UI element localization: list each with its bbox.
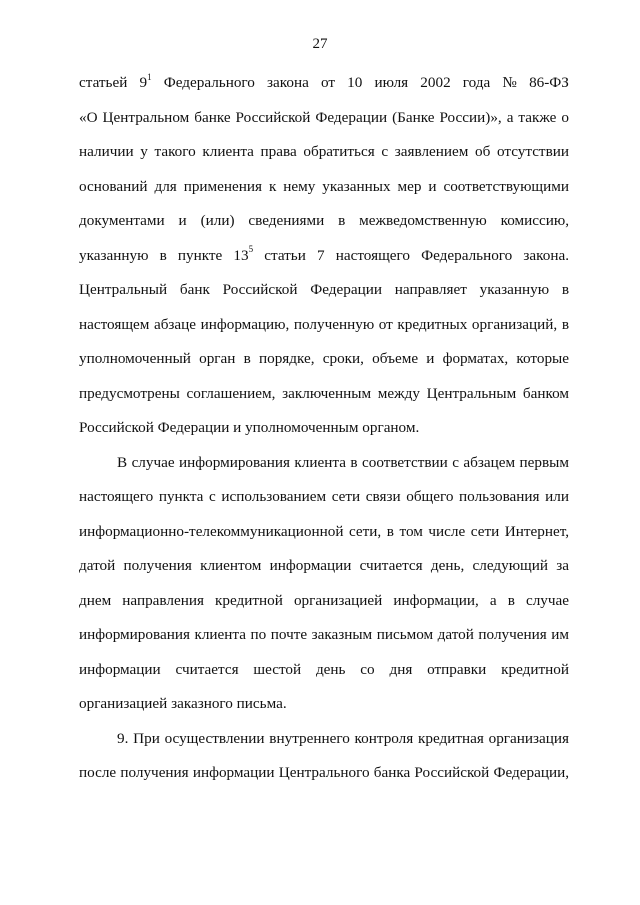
- text-line: «О Центральном банке Российской Федерации (Банке России)», а также о: [79, 108, 569, 126]
- text-line: указанную в пункте $13^5$ статьи 7 настоящего Федерального закона.: [79, 244, 569, 264]
- text-line: настоящего пункта с использованием сети связи общего пользования или: [79, 488, 569, 505]
- text-line: документами и (или) сведениями в межведомственную комиссию,: [79, 212, 569, 229]
- text-line: наличии у такого клиента права обратиться с заявлением об отсутствии: [79, 143, 569, 160]
- text-line: Центральный банк Российской Федерации направляет указанную в: [79, 281, 569, 298]
- superscript: 1: [147, 71, 152, 82]
- superscript: 5: [248, 244, 254, 255]
- text-line: уполномоченный орган в порядке, сроки, объеме и форматах, которые: [79, 350, 569, 367]
- paragraph-2: [79, 446, 569, 722]
- text-line: Российской Федерации и уполномоченным органом.: [79, 419, 420, 436]
- text-line: 9. При осуществлении внутреннего контроля кредитная организация: [117, 729, 569, 747]
- text-line: информационно-телекоммуникационной сети, в том числе сети Интернет,: [79, 522, 569, 540]
- paragraph-1: [79, 66, 569, 446]
- text-line: днем направления кредитной организацией информации, а в случае: [79, 591, 569, 609]
- text-line: организацией заказного письма.: [79, 695, 287, 712]
- text-line: информации считается шестой день со дня отправки кредитной: [79, 660, 569, 678]
- text-line: В случае информирования клиента в соответствии с абзацем первым: [117, 453, 569, 471]
- paragraph-3: [79, 722, 569, 791]
- text-line: после получения информации Центрального банка Российской Федерации,: [79, 764, 569, 781]
- text-line: настоящем абзаце информацию, полученную от кредитных организаций, в: [79, 315, 569, 333]
- text-line: датой получения клиентом информации считается день, следующий за: [79, 557, 569, 574]
- document-body: [79, 66, 569, 791]
- text-line: предусмотрены соглашением, заключенным между Центральным банком: [79, 384, 569, 402]
- page-number: 27: [312, 36, 328, 52]
- text-line: статьей $9^1$ Федерального закона от 10 июля 2002 года № 86-ФЗ: [79, 71, 569, 91]
- text-line: оснований для применения к нему указанных мер и соответствующими: [79, 177, 569, 195]
- text-line: информирования клиента по почте заказным письмом датой получения им: [79, 626, 569, 643]
